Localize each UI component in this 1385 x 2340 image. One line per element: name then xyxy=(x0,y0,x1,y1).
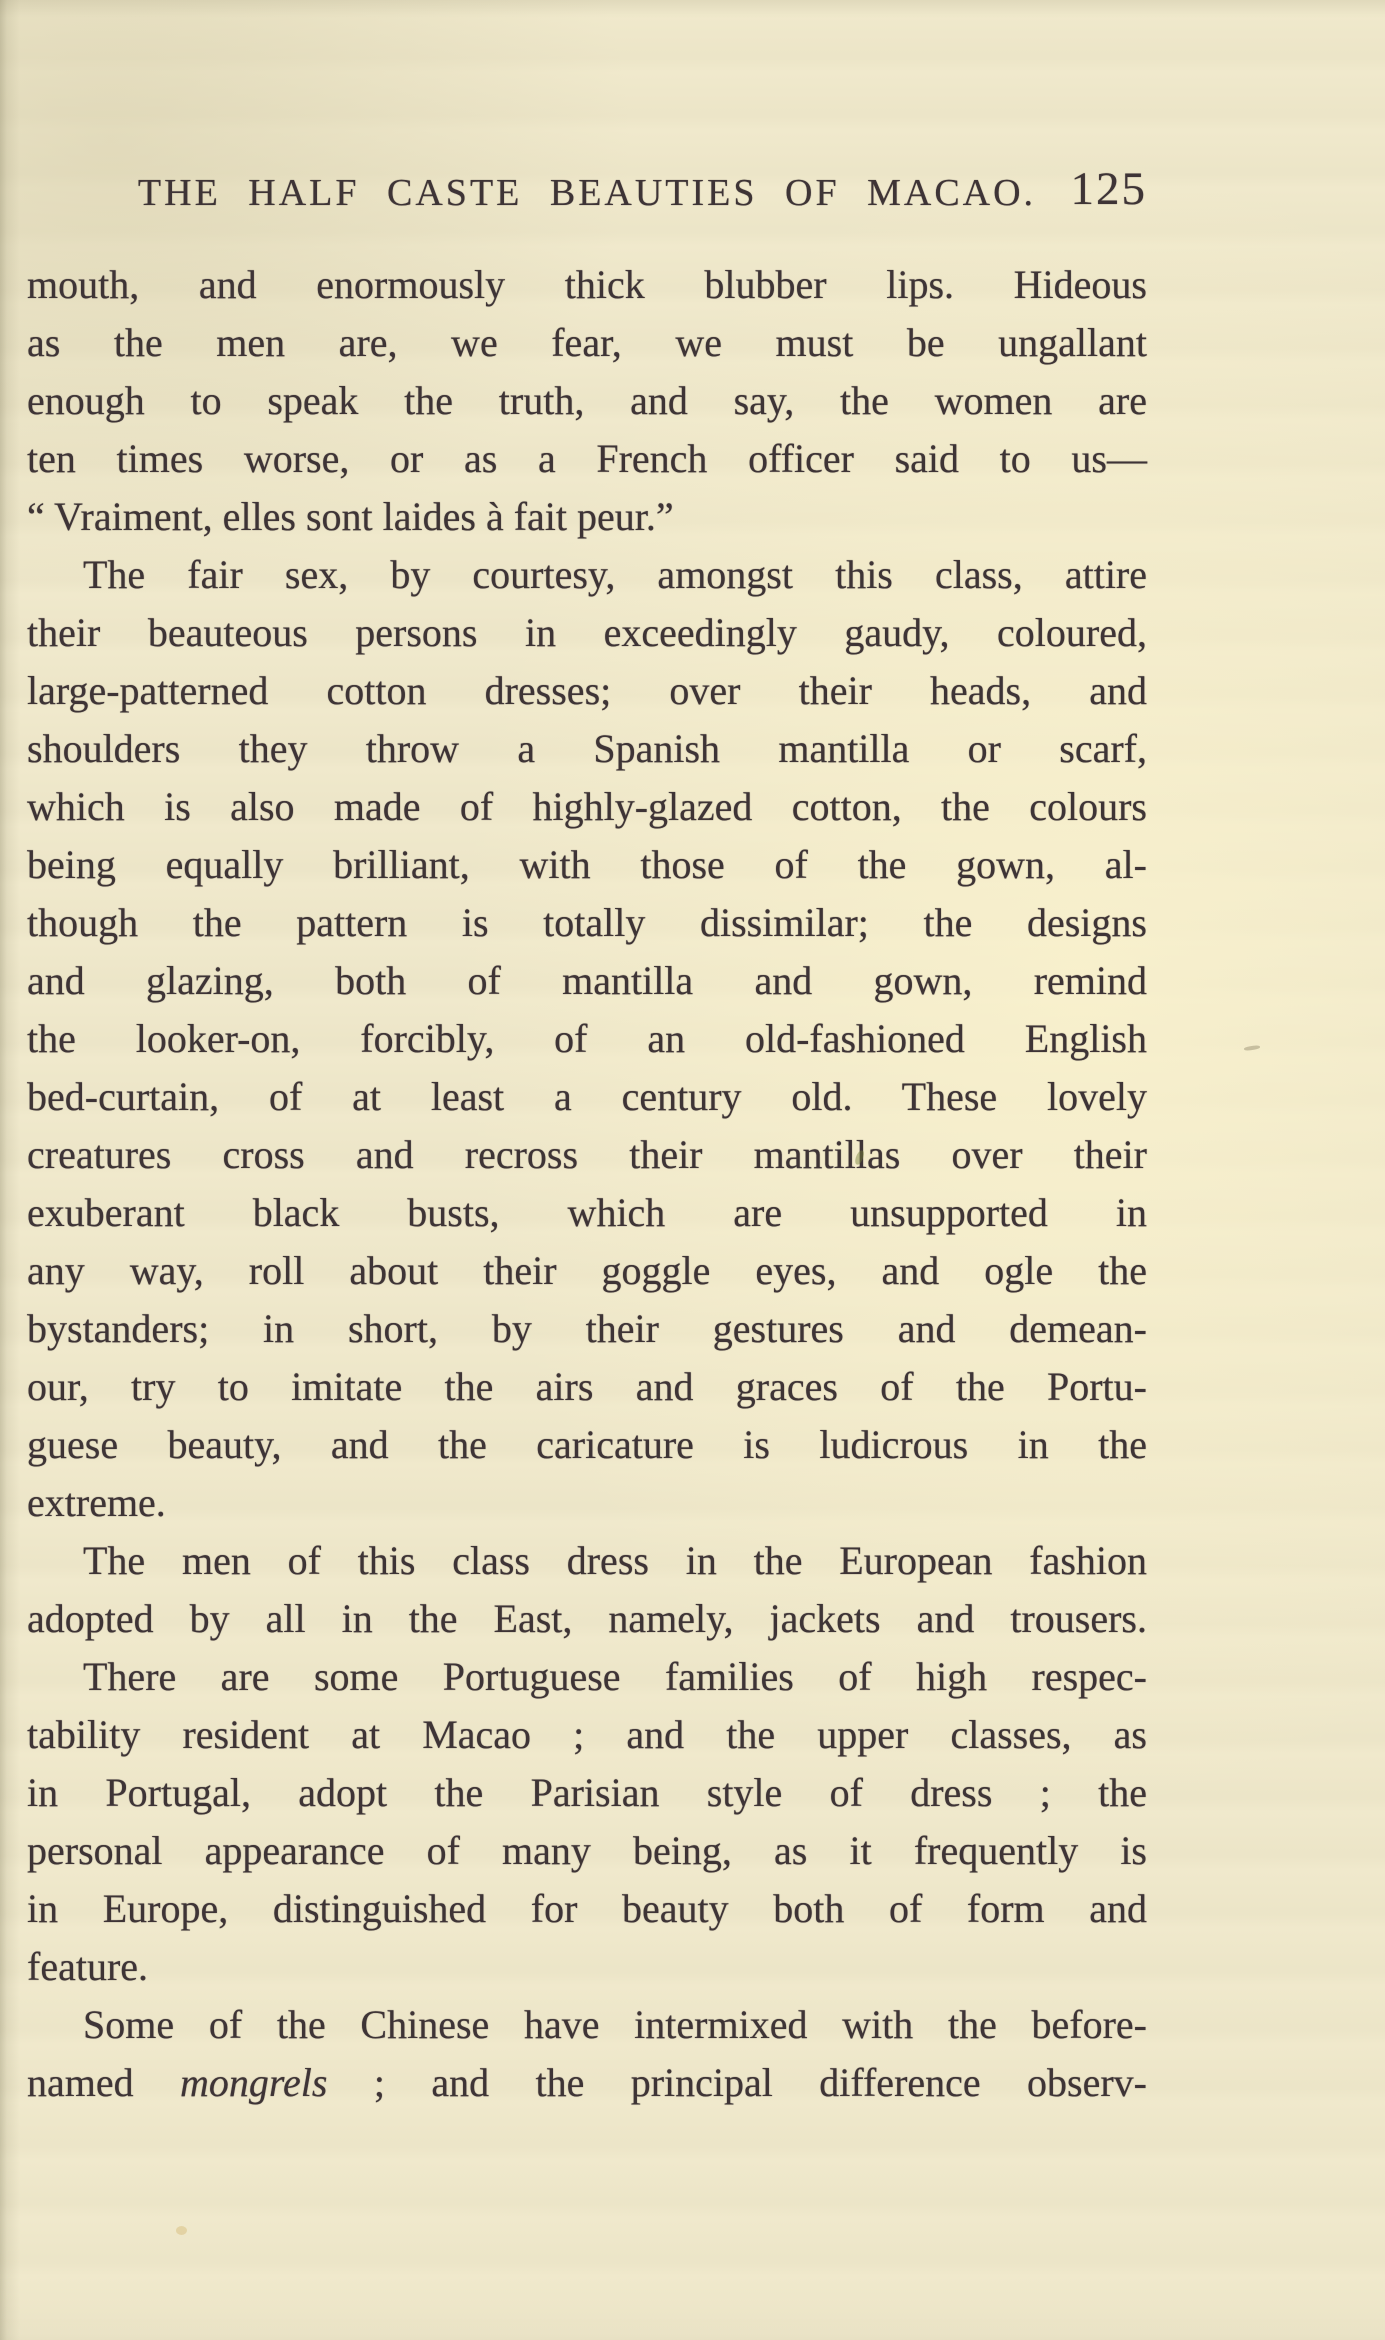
running-header xyxy=(27,163,1147,224)
text-line: “ Vraiment, elles sont laides à fait peur.” xyxy=(27,494,674,539)
text-line: our, try to imitate the airs and graces of the Portu- xyxy=(27,1364,1147,1409)
text-line: Some of the Chinese have intermixed with the before- xyxy=(83,2002,1147,2047)
text-line: creatures cross and recross their mantillas over their xyxy=(27,1132,1147,1177)
text-line: their beauteous persons in exceedingly gaudy, coloured, xyxy=(27,610,1147,655)
text-line: which is also made of highly-glazed cotton, the colours xyxy=(27,784,1147,829)
page-number: 125 xyxy=(1070,163,1147,215)
text-line: The fair sex, by courtesy, amongst this class, attire xyxy=(83,552,1147,597)
text-line: bed-curtain, of at least a century old. These lovely xyxy=(27,1074,1147,1119)
text-line: and glazing, both of mantilla and gown, remind xyxy=(27,958,1147,1003)
text-line: enough to speak the truth, and say, the women are xyxy=(27,378,1147,423)
text-line: shoulders they throw a Spanish mantilla or scarf, xyxy=(27,726,1147,771)
text-line: in Portugal, adopt the Parisian style of dress ; the xyxy=(27,1770,1147,1815)
running-header-title: THE HALF CASTE BEAUTIES OF MACAO. xyxy=(137,172,1037,214)
paper-speck xyxy=(1244,1045,1260,1051)
text-line: large-patterned cotton dresses; over their heads, and xyxy=(27,668,1147,713)
text-line: adopted by all in the East, namely, jackets and trousers. xyxy=(27,1596,1147,1641)
text-line: The men of this class dress in the European fashion xyxy=(83,1538,1147,1583)
text-line: tability resident at Macao ; and the upper classes, as xyxy=(27,1712,1147,1757)
text-line: personal appearance of many being, as it frequently is xyxy=(27,1828,1147,1873)
text-line: There are some Portuguese families of high respec- xyxy=(83,1654,1147,1699)
text-line: being equally brilliant, with those of the gown, al- xyxy=(27,842,1147,887)
text-line: any way, roll about their goggle eyes, and ogle the xyxy=(27,1248,1147,1293)
text-line: ten times worse, or as a French officer said to us— xyxy=(27,436,1147,481)
text-line: mouth, and enormously thick blubber lips. Hideous xyxy=(27,262,1147,307)
paper-speck xyxy=(176,2226,187,2235)
text-line: though the pattern is totally dissimilar; the designs xyxy=(27,900,1147,945)
text-line: the looker-on, forcibly, of an old-fashioned English xyxy=(27,1016,1147,1061)
text-line: named mongrels ; and the principal difference observ- xyxy=(27,2060,1147,2105)
body-text xyxy=(27,256,1147,2112)
text-line: feature. xyxy=(27,1944,149,1989)
text-line: bystanders; in short, by their gestures and demean- xyxy=(27,1306,1147,1351)
text-line: as the men are, we fear, we must be ungallant xyxy=(27,320,1147,365)
text-line: extreme. xyxy=(27,1480,166,1525)
text-line: in Europe, distinguished for beauty both of form and xyxy=(27,1886,1147,1931)
text-line: exuberant black busts, which are unsupported in xyxy=(27,1190,1147,1235)
text-line: guese beauty, and the caricature is ludicrous in the xyxy=(27,1422,1147,1467)
